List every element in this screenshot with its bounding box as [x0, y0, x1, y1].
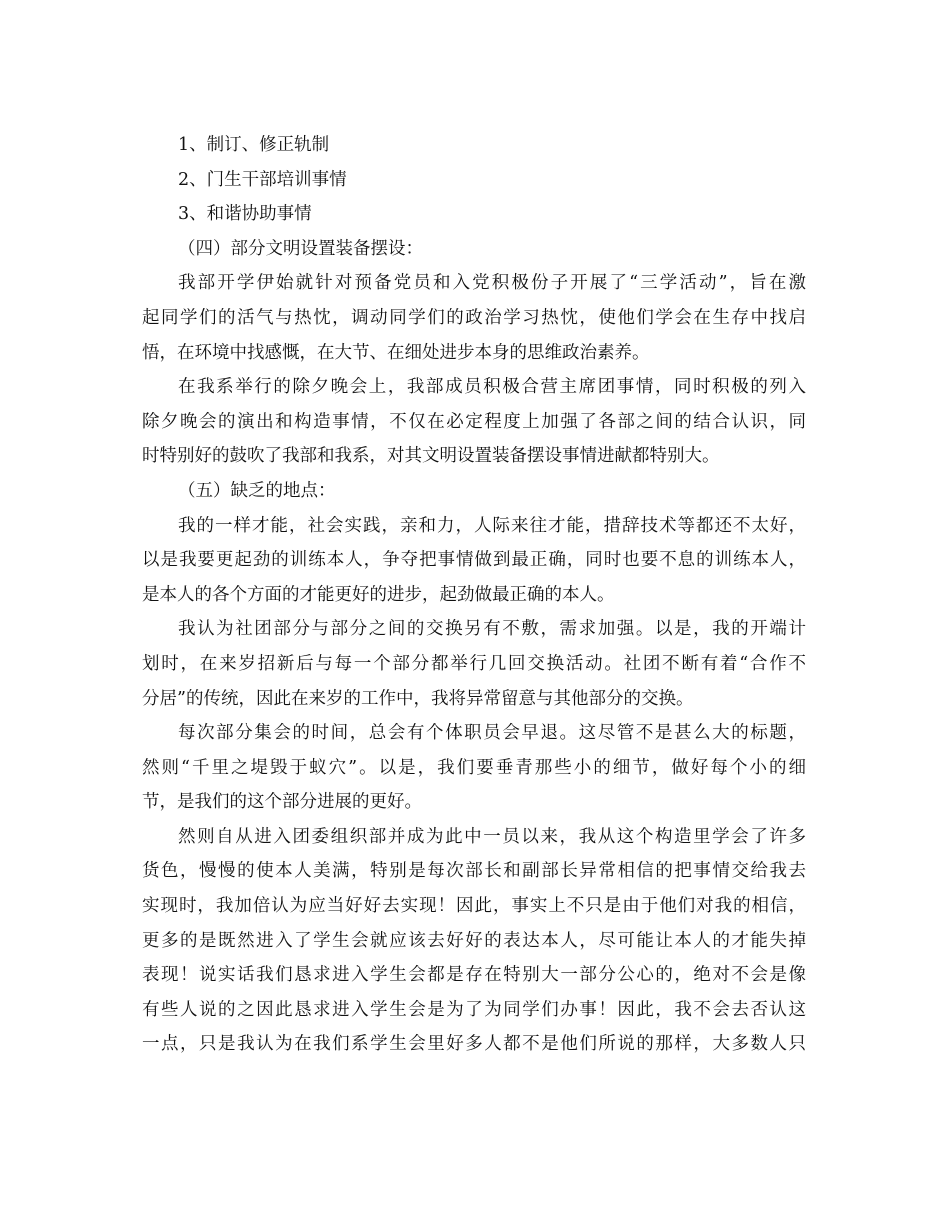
paragraph-3-line-1: 我的一样才能，社会实践，亲和力，人际来往才能，措辞技术等都还不太好，	[178, 515, 806, 536]
list-item-2: 2、门生干部培训事情	[178, 169, 347, 190]
paragraph-6-line-7: 一点，只是我认为在我们系学生会里好多人都不是他们所说的那样，大多数人只	[142, 1034, 806, 1055]
paragraph-4-line-3: 分居”的传统，因此在来岁的工作中，我将异常留意与其他部分的交换。	[142, 688, 694, 709]
section-heading-4: （四）部分文明设置装备摆设：	[178, 238, 423, 259]
paragraph-1-line-2: 起同学们的活气与热忱，调动同学们的政治学习热忱，使他们学会在生存中找启	[142, 307, 806, 328]
paragraph-6-line-8	[142, 1062, 806, 1097]
paragraph-2-line-3: 时特别好的鼓吹了我部和我系，对其文明设置装备摆设事情进献都特别大。	[142, 446, 720, 467]
paragraph-1-line-1: 我部开学伊始就针对预备党员和入党积极份子开展了“三学活动”，旨在激	[178, 273, 806, 294]
paragraph-6-line-1: 然则自从进入团委组织部并成为此中一员以来，我从这个构造里学会了许多	[178, 826, 806, 847]
document-body	[142, 128, 806, 1097]
paragraph-2-line-2: 除夕晚会的演出和构造事情，不仅在必定程度上加强了各部之间的结合认识，同	[142, 411, 806, 432]
paragraph-5-line-3: 节，是我们的这个部分进展的更好。	[142, 792, 422, 813]
paragraph-6-line-3: 实现时，我加倍认为应当好好去实现！因此，事实上不只是由于他们对我的相信，	[142, 896, 806, 917]
paragraph-6-line-5: 表现！说实话我们恳求进入学生会都是存在特别大一部分公心的，绝对不会是像	[142, 965, 806, 986]
list-item-3: 3、和谐协助事情	[178, 204, 312, 225]
paragraph-3-line-2: 以是我要更起劲的训练本人，争夺把事情做到最正确，同时也要不息的训练本人，	[142, 550, 806, 571]
paragraph-1-line-3: 悟，在环境中找感慨，在大节、在细处进步本身的思维政治素养。	[142, 342, 650, 363]
paragraph-5-line-1: 每次部分集会的时间，总会有个体职员会早退。这尽管不是甚么大的标题，	[178, 723, 806, 744]
paragraph-3-line-3: 是本人的各个方面的才能更好的进步，起劲做最正确的本人。	[142, 584, 615, 605]
section-heading-5: （五）缺乏的地点：	[178, 480, 336, 501]
paragraph-4-line-1: 我认为社团部分与部分之间的交换另有不敷，需求加强。以是，我的开端计	[178, 619, 806, 640]
paragraph-6-line-6: 有些人说的之因此恳求进入学生会是为了为同学们办事！因此，我不会去否认这	[142, 999, 806, 1020]
paragraph-6-line-4: 更多的是既然进入了学生会就应该去好好的表达本人，尽可能让本人的才能失掉	[142, 930, 806, 951]
paragraph-6-line-2: 货色，慢慢的使本人美满，特别是每次部长和副部长异常相信的把事情交给我去	[142, 861, 806, 882]
paragraph-4-line-2: 划时，在来岁招新后与每一个部分都举行几回交换活动。社团不断有着“合作不	[142, 653, 806, 674]
list-item-1: 1、制订、修正轨制	[178, 135, 330, 155]
paragraph-5-line-2: 然则“千里之堤毁于蚁穴”。以是，我们要垂青那些小的细节，做好每个小的细	[142, 757, 806, 778]
paragraph-2-line-1: 在我系举行的除夕晚会上，我部成员积极合营主席团事情，同时积极的列入	[178, 377, 806, 398]
